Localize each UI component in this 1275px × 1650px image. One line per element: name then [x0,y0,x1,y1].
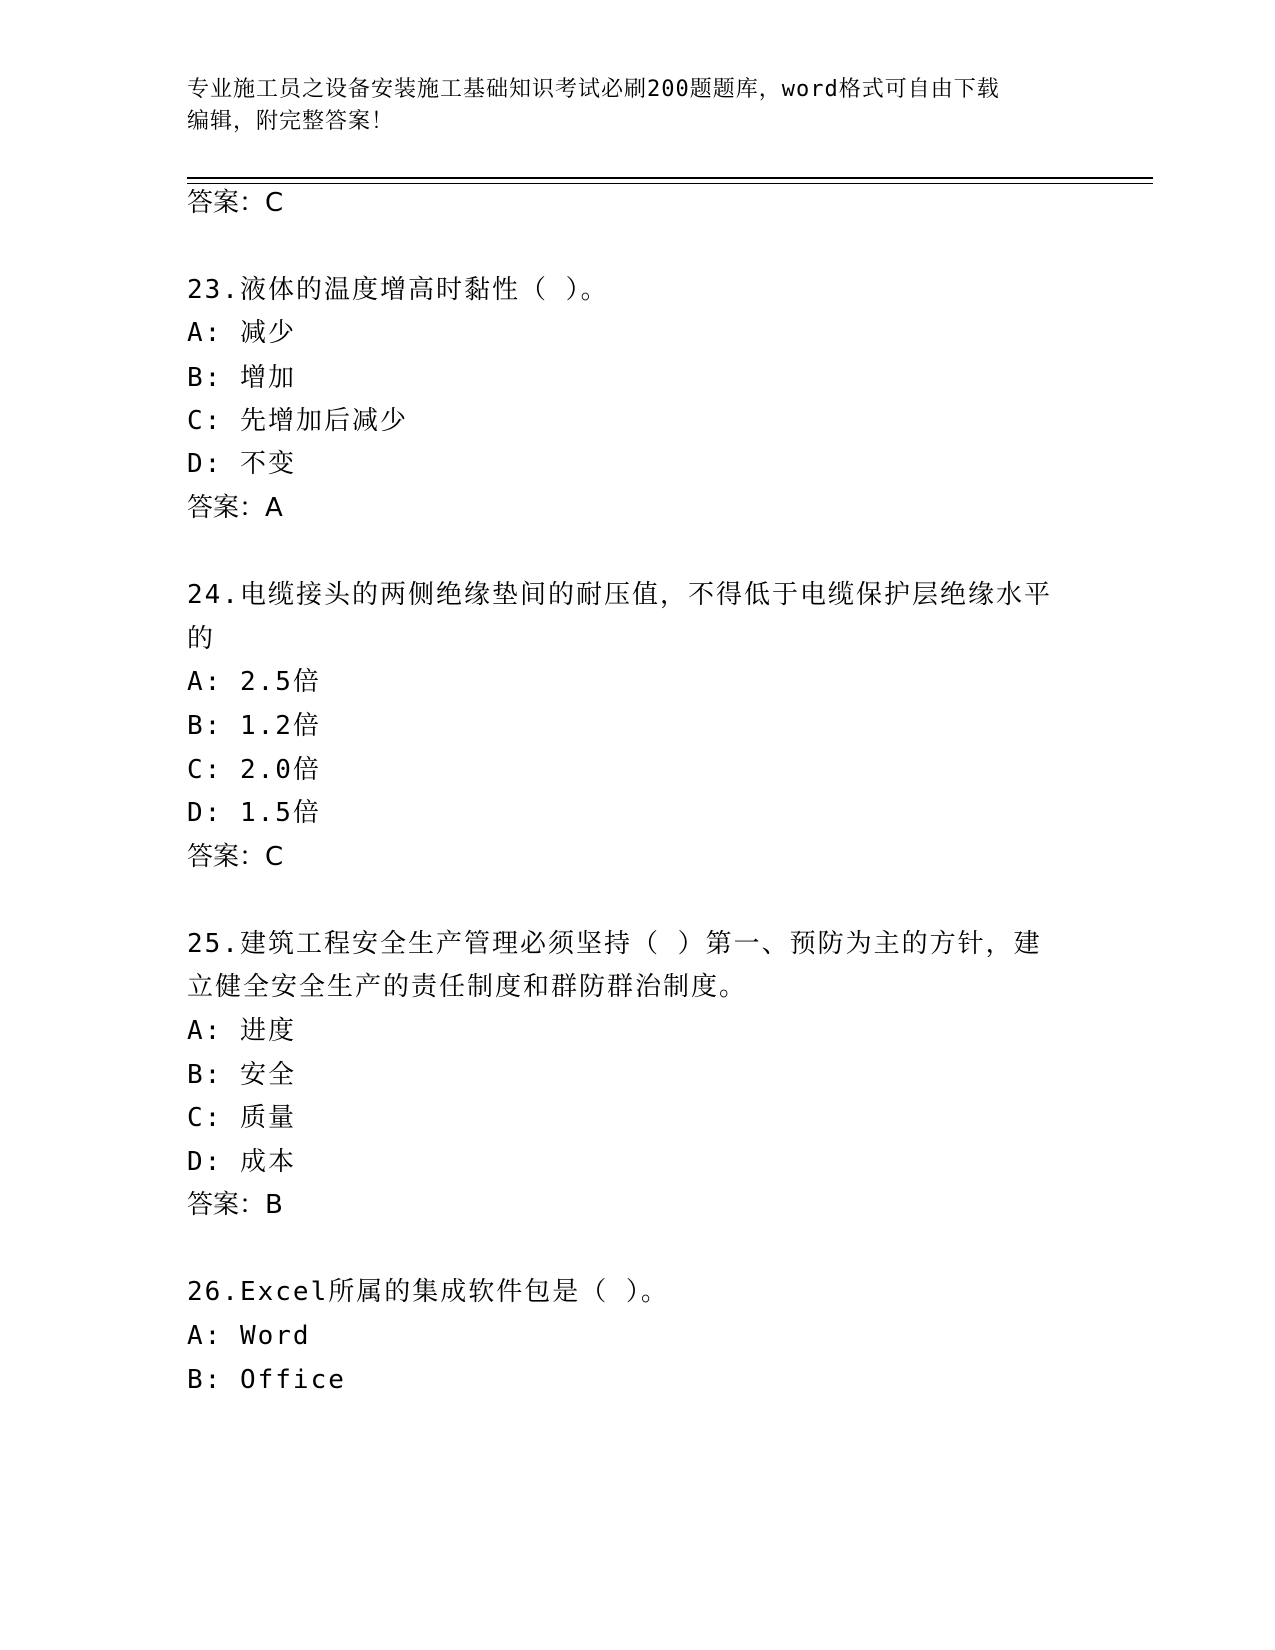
option-a: A: 进度 [187,1016,296,1046]
option-d: D: 1.5倍 [187,798,321,828]
question-stem: 25.建筑工程安全生产管理必须坚持（ ）第一、预防为主的方针，建 [187,929,1042,959]
header-title-line-2: 编辑，附完整答案！ [187,109,395,134]
question-stem-continued: 立健全安全生产的责任制度和群防群治制度。 [187,972,748,1002]
question-stem-continued: 的 [187,624,216,654]
option-a: A: Word [187,1321,311,1351]
header-title-line-1: 专业施工员之设备安装施工基础知识考试必刷200题题库，word格式可自由下载 [187,77,1000,102]
option-a: A: 2.5倍 [187,667,321,697]
option-b: B: Office [187,1365,346,1395]
option-c: C: 2.0倍 [187,755,321,785]
option-c: C: 先增加后减少 [187,406,408,436]
option-b: B: 1.2倍 [187,711,321,741]
option-a: A: 减少 [187,318,296,348]
document-header [187,74,1087,138]
answer: 答案：C [187,842,284,872]
question-stem: 24.电缆接头的两侧绝缘垫间的耐压值，不得低于电缆保护层绝缘水平 [187,580,1052,610]
header-divider-thick [187,177,1153,179]
answer: 答案：A [187,493,283,523]
option-c: C: 质量 [187,1103,296,1133]
option-d: D: 成本 [187,1147,296,1177]
previous-answer: 答案：C [187,188,284,218]
option-b: B: 增加 [187,363,296,393]
option-d: D: 不变 [187,449,296,479]
question-stem: 26.Excel所属的集成软件包是（ ）。 [187,1277,669,1307]
header-divider-thin [187,183,1153,184]
option-b: B: 安全 [187,1060,296,1090]
answer: 答案：B [187,1190,283,1220]
question-stem: 23.液体的温度增高时黏性（ ）。 [187,275,609,305]
